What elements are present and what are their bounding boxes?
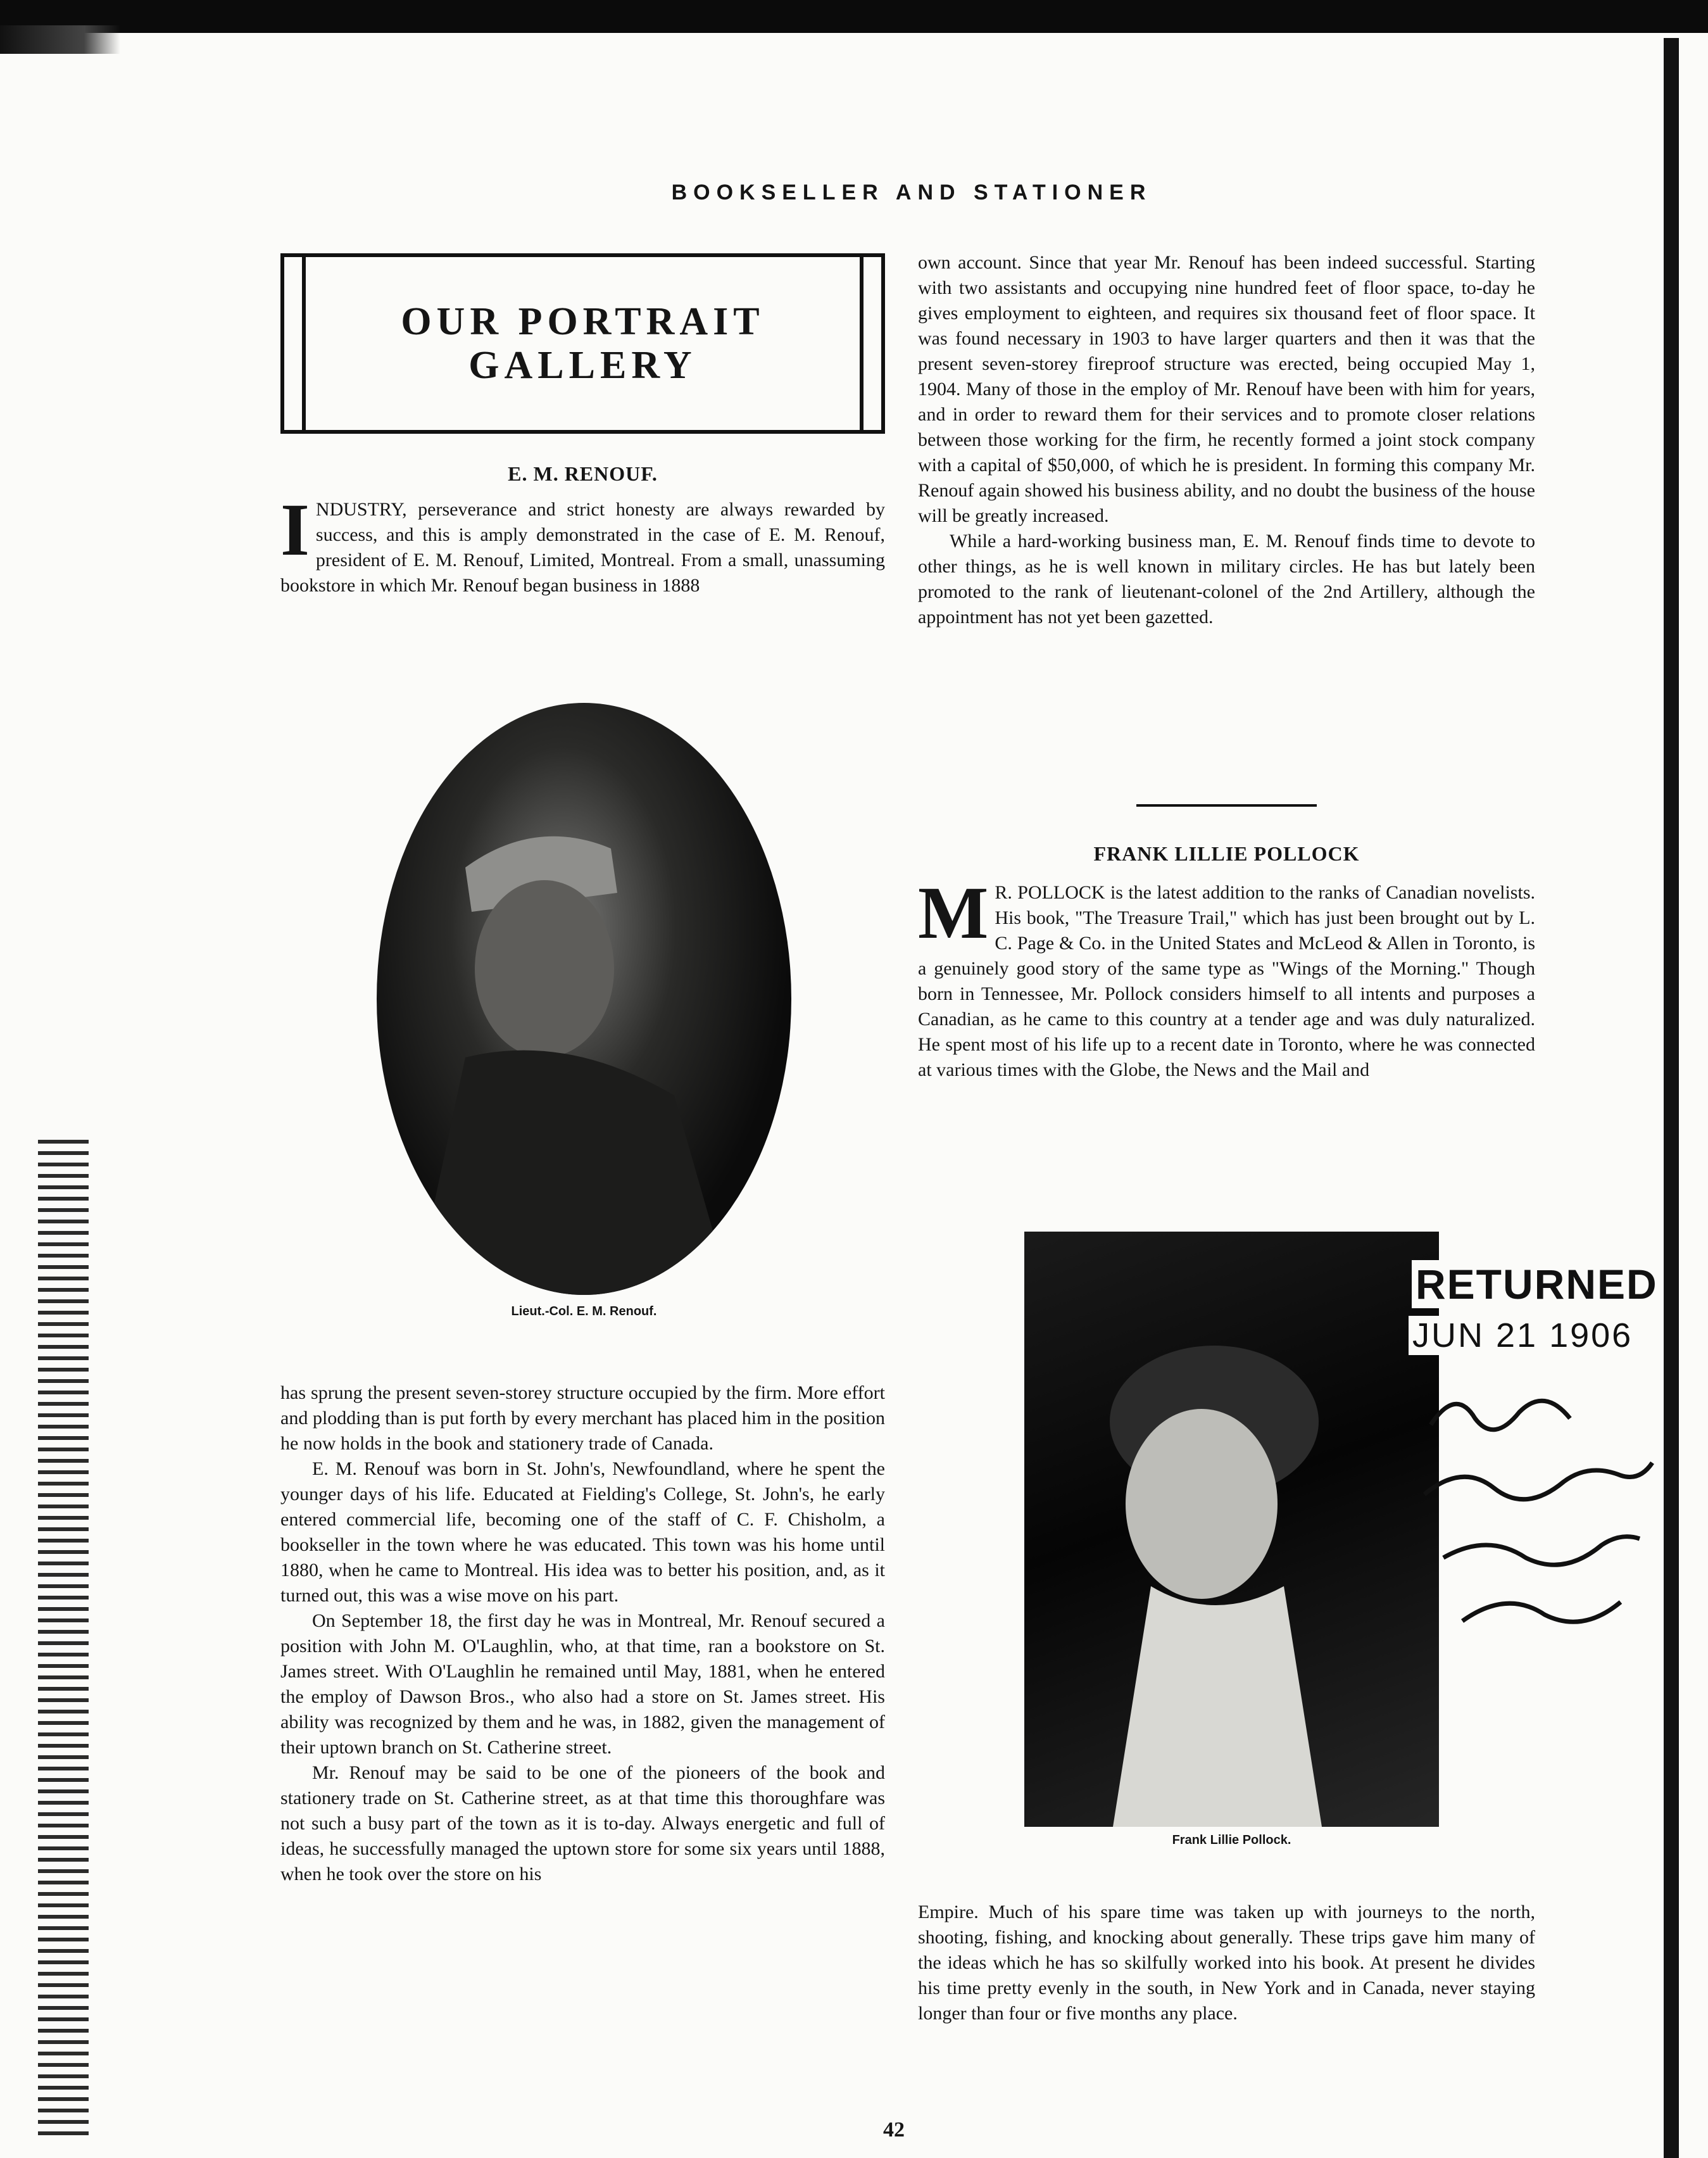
page-header: BOOKSELLER AND STATIONER — [671, 180, 1152, 205]
pollock-heading: FRANK LILLIE POLLOCK — [1093, 842, 1360, 865]
renouf-paragraph-2: has sprung the present seven-storey structure occupied by the firm. More effort and plodding than is put forth by every merchant has placed him in the position he now holds in the book and stationery trade of Canada. — [280, 1382, 885, 1454]
renouf-paragraph-3: E. M. Renouf was born in St. John's, Newfoundland, where he spent the younger days of his life. Educated at Fielding's College, St. John's, he early entered commercial life, becoming one of the staff of C. F. Chisholm, a bookseller in the town where he was educated. This town was his home until 1880, when he came to Montreal. His idea was to better his position, and, as it turned out, this was a wise move on his part. — [280, 1458, 885, 1606]
pollock-intro — [918, 871, 1535, 1083]
section-divider — [1136, 804, 1317, 807]
section-title: OUR PORTRAIT GALLERY — [401, 300, 765, 387]
renouf-dropcap: I — [280, 488, 310, 571]
scan-right-border — [1664, 38, 1679, 2158]
renouf-paragraph-4: On September 18, the first day he was in Montreal, Mr. Renouf secured a position with John M. O'Laughlin, who, at that time, ran a bookstore on St. James street. With O'Laughlin he remained until May, 1881, when he entered the employ of Dawson Bros., who also had a store on St. James street. His ability was recognized by them and he was, in 1882, given the management of their uptown branch on St. Catherine street. — [280, 1610, 885, 1758]
section-title-box — [280, 253, 885, 434]
scan-edge-mark — [0, 25, 120, 54]
renouf-paragraph-6: own account. Since that year Mr. Renouf has been indeed successful. Starting with two assistants and occupying nine hundred feet of floor space, to-day he gives employment to eighteen, and requires six thousand feet of floor space. It was found necessary in 1903 to have larger quarters and then it was that the present seven-storey fireproof structure was erected, being occupied May 1, 1904. Many of those in the employ of Mr. Renouf have been with him for years, and in order to reward them for their services and to promote closer relations between those working for the firm, he recently formed a joint stock company with a capital of $50,000, of which he is president. In forming this company Mr. Renouf again showed his business ability, and no doubt the business of the house will be greatly increased. — [918, 252, 1535, 526]
renouf-portrait — [377, 703, 791, 1295]
renouf-caption: Lieut.-Col. E. M. Renouf. — [511, 1304, 657, 1318]
returned-stamp: RETURNED — [1412, 1260, 1662, 1308]
pollock-paragraph-2: Empire. Much of his spare time was taken up with journeys to the north, shooting, fishing, and knocking about generally. These trips gave him many of the ideas which he has so skilfully worked into his book. At present he divides his time pretty evenly in the south, in New York and in Canada, never staying longer than four or five months any place. — [918, 1902, 1535, 2024]
pollock-caption: Frank Lillie Pollock. — [1172, 1833, 1291, 1847]
renouf-paragraph-7: While a hard-working business man, E. M. Renouf finds time to devote to other things, as he is well known in military circles. He has but lately been promoted to the rank of lieutenant-colonel of the 2nd Artillery, although the appointment has not yet been gazetted. — [918, 531, 1535, 628]
renouf-paragraph-1: NDUSTRY, perseverance and strict honesty are always rewarded by success, and this is amply demonstrated in the case of E. M. Renouf, president of E. M. Renouf, Limited, Montreal. From a small, unassuming bookstore in which Mr. Renouf began business in 1888 — [280, 499, 885, 596]
pollock-dropcap: M — [918, 871, 989, 954]
pollock-paragraph-1: R. POLLOCK is the latest addition to the ranks of Canadian novelists. His book, "The Treasure Trail," which has just been brought out by L. C. Page & Co. in the United States and McLeod & Allen in Toronto, is a genuinely good story of the same type as "Wings of the Morning." Though born in Tennessee, Mr. Pollock considers himself to all intents and purposes a Canadian, as he came to this country at a tender age and was duly naturalized. He spent most of his life up to a recent date in Toronto, where he was connected at various times with the Globe, the News and the Mail and — [918, 882, 1535, 1080]
renouf-portrait-figure — [377, 703, 791, 1295]
returned-stamp-date: JUN 21 1906 — [1409, 1316, 1636, 1355]
scan-top-border — [0, 0, 1708, 33]
renouf-intro — [280, 488, 885, 598]
page-number: 42 — [883, 2118, 905, 2142]
pollock-portrait — [1024, 1232, 1439, 1827]
pollock-portrait-figure — [1024, 1232, 1439, 1827]
renouf-heading: E. M. RENOUF. — [508, 462, 658, 485]
renouf-column-lower — [280, 1380, 885, 1887]
handwritten-annotation — [1418, 1374, 1665, 1640]
renouf-column-right — [918, 250, 1535, 630]
pollock-column-lower — [918, 1900, 1535, 2026]
scan-left-edge-noise — [38, 1140, 89, 2140]
renouf-paragraph-5: Mr. Renouf may be said to be one of the pioneers of the book and stationery trade on St. Catherine street, as at that time this thoroughfare was not such a busy part of the town as it is to-day. Always energetic and full of ideas, he successfully managed the uptown store for some six years until 1888, when he took over the store on his — [280, 1762, 885, 1884]
